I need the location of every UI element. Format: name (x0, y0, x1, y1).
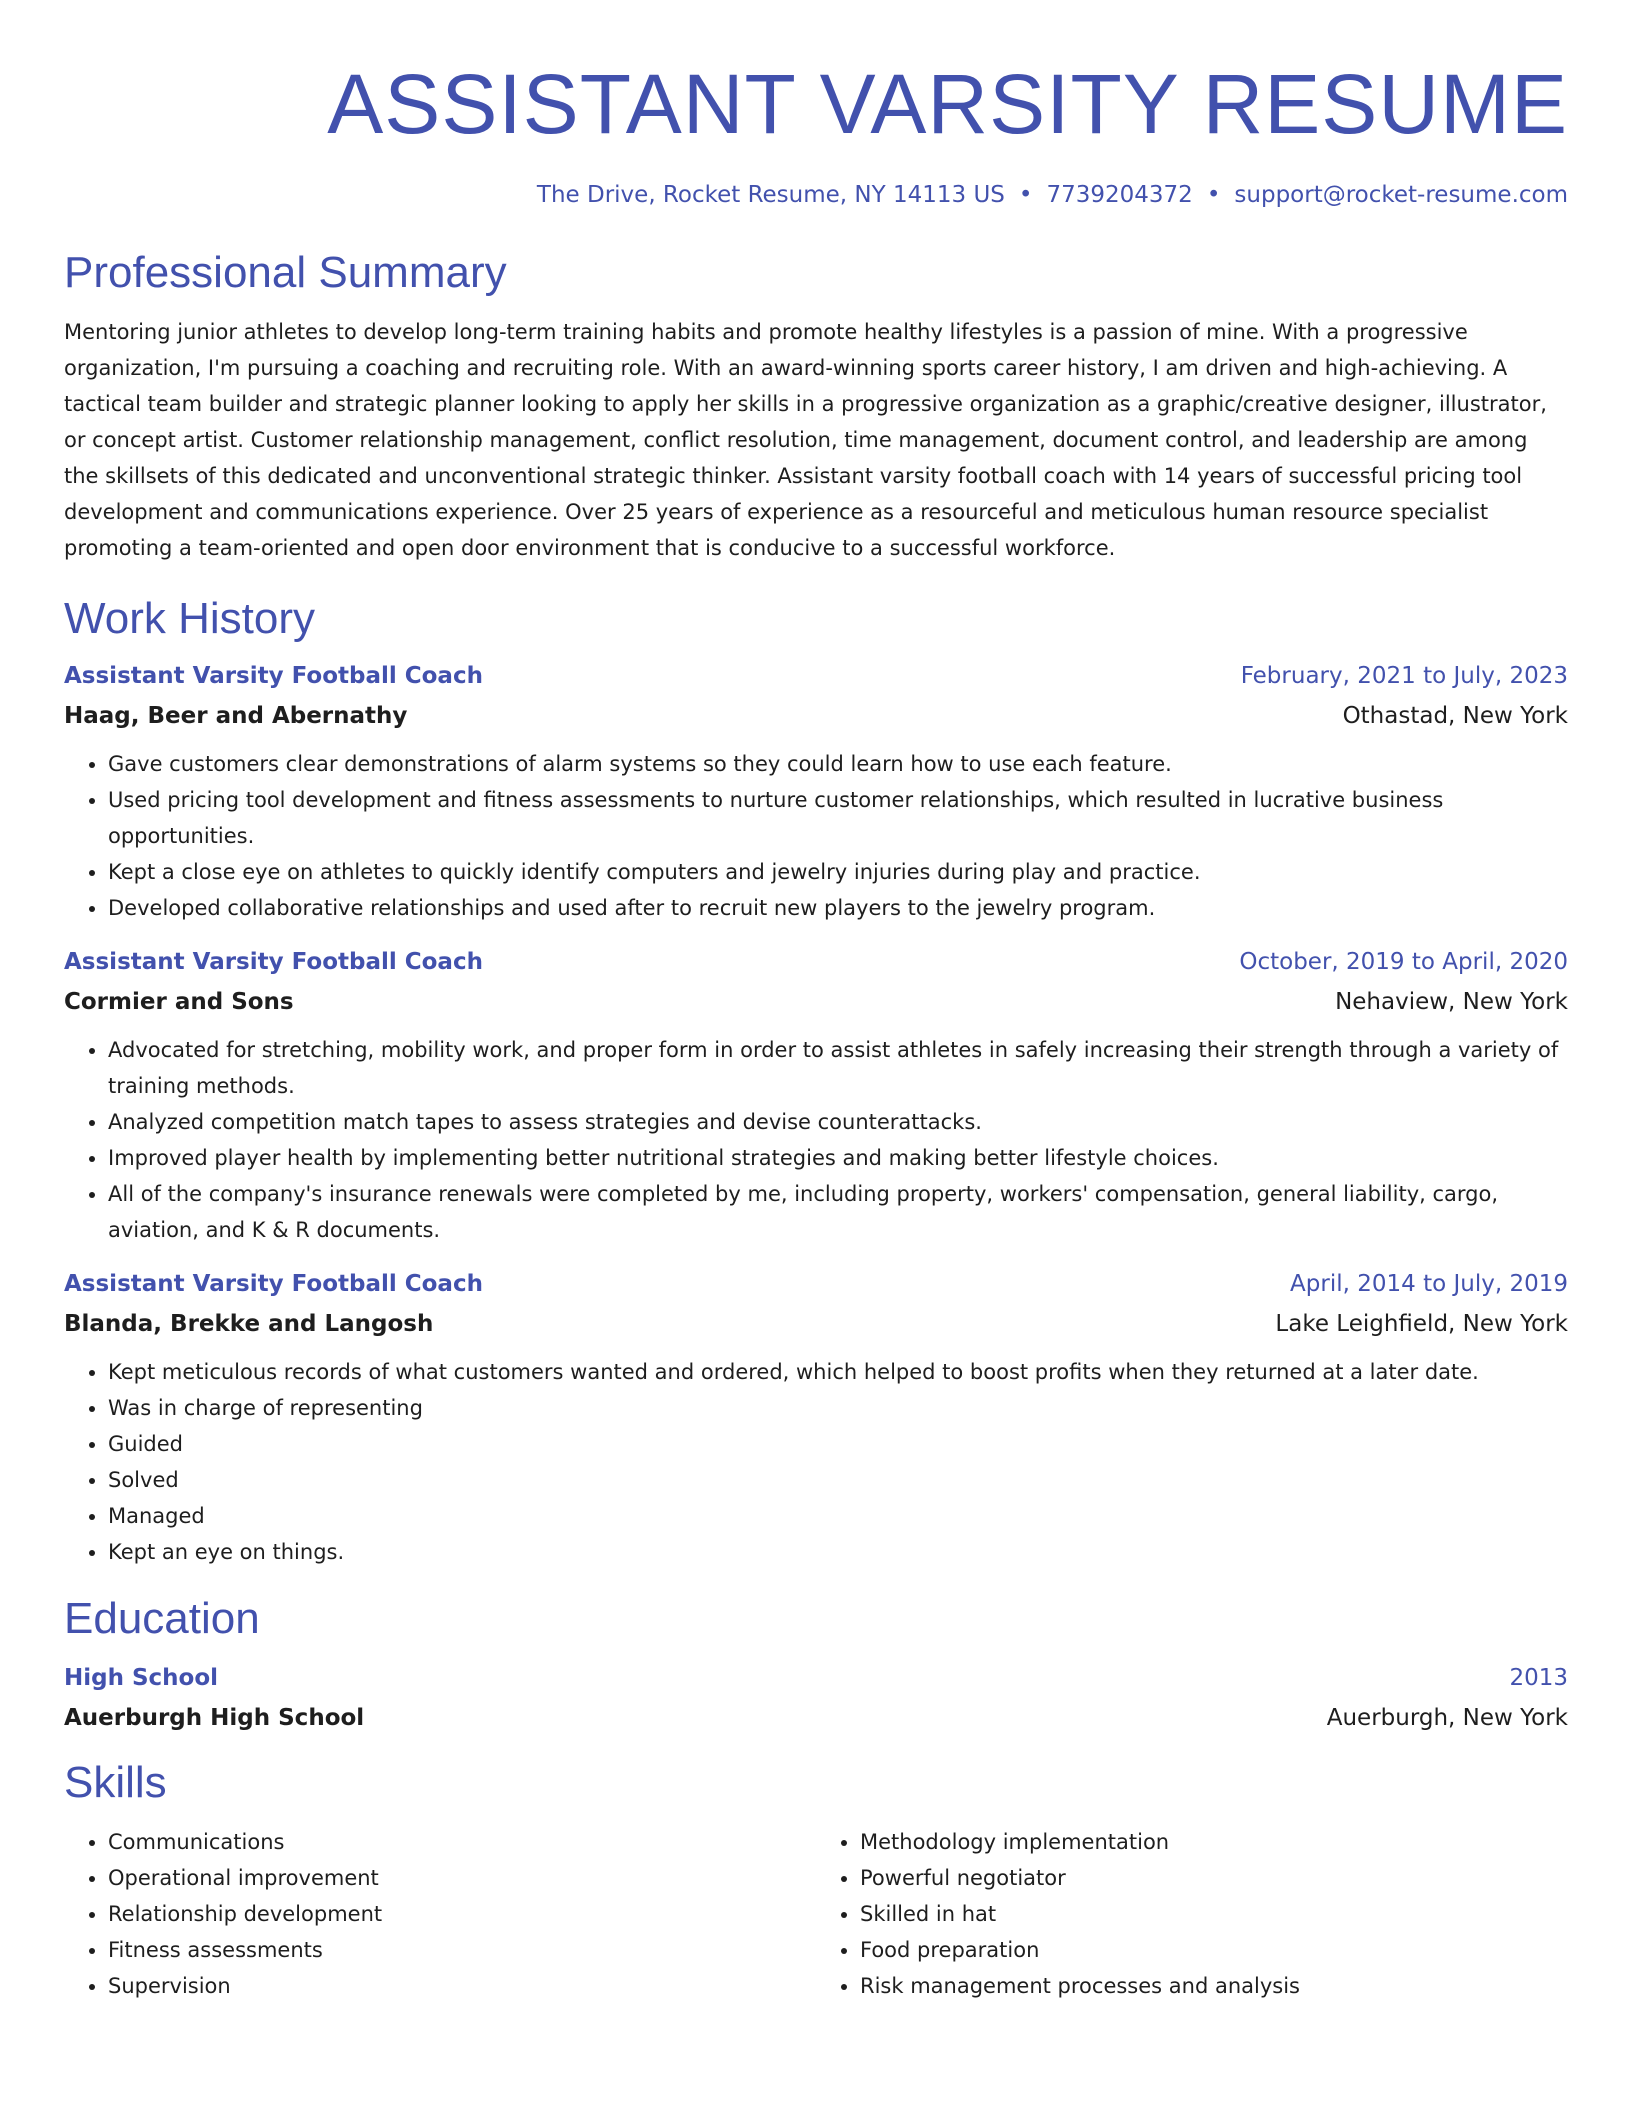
section-heading-summary: Professional Summary (64, 248, 507, 297)
job-title: Assistant Varsity Football Coach (64, 663, 483, 689)
contact-email: support@rocket-resume.com (1234, 182, 1568, 208)
list-item: • Kept an eye on things. (108, 1534, 1568, 1570)
list-item: • All of the company's insurance renewals were completed by me, including property, workers' compensation, general liability, cargo, aviation, and K & R documents. (108, 1176, 1568, 1248)
school-name: Auerburgh High School (64, 1705, 365, 1731)
contact-phone: 7739204372 (1046, 182, 1193, 208)
separator-dot: • (1206, 182, 1221, 208)
job-bullets (64, 1032, 1568, 1248)
skills-grid (64, 1824, 1568, 2004)
company-name: Haag, Beer and Abernathy (64, 703, 408, 729)
skills-list (64, 1824, 816, 2004)
skill-item: • Risk management processes and analysis (860, 1968, 1568, 2004)
list-item: • Developed collaborative relationships and used after to recruit new players to the jewelry program. (108, 890, 1568, 926)
job-dates: February, 2021 to July, 2023 (1240, 663, 1568, 689)
skill-item: • Methodology implementation (860, 1824, 1568, 1860)
list-item: • Analyzed competition match tapes to assess strategies and devise counterattacks. (108, 1104, 1568, 1140)
list-item: • Gave customers clear demonstrations of alarm systems so they could learn how to use each feature. (108, 746, 1568, 782)
resume-title: ASSISTANT VARSITY RESUME (327, 57, 1568, 151)
job-bullets (64, 746, 1568, 926)
contact-line (64, 180, 1568, 210)
company-name: Cormier and Sons (64, 989, 294, 1015)
summary-text: Mentoring junior athletes to develop long-term training habits and promote healthy lifestyles is a passion of mine. With a progressive organization, I'm pursuing a coaching and recruiting role. With an award-winning sports career history, I am driven and high-achieving. A tactical team builder and strategic planner looking to apply her skills in a progressive organization as a graphic/creative designer, illustrator, or concept artist. Customer relationship management, conflict resolution, time management, document control, and leadership are among the skillsets of this dedicated and unconventional strategic thinker. Assistant varsity football coach with 14 years of successful pricing tool development and communications experience. Over 25 years of experience as a resourceful and meticulous human resource specialist promoting a team-oriented and open door environment that is conducive to a successful workforce. (64, 320, 1547, 560)
skill-item: • Supervision (108, 1968, 816, 2004)
degree: High School (64, 1665, 219, 1691)
graduation-year: 2013 (1509, 1665, 1568, 1691)
skill-item: • Food preparation (860, 1932, 1568, 1968)
school-location: Auerburgh, New York (1326, 1705, 1568, 1731)
skill-item: • Operational improvement (108, 1860, 816, 1896)
company-name: Blanda, Brekke and Langosh (64, 1311, 434, 1337)
section-heading-work-history: Work History (64, 594, 315, 643)
list-item: • Kept a close eye on athletes to quickly identify computers and jewelry injuries during play and practice. (108, 854, 1568, 890)
job-title: Assistant Varsity Football Coach (64, 949, 483, 975)
skills-column-left (64, 1824, 816, 2004)
job-entry (64, 1268, 1568, 1570)
job-entry (64, 660, 1568, 926)
section-heading-education: Education (64, 1594, 260, 1643)
education-entry (64, 1662, 1568, 1734)
skill-item: • Skilled in hat (860, 1896, 1568, 1932)
job-dates: October, 2019 to April, 2020 (1239, 949, 1568, 975)
job-location: Othastad, New York (1342, 703, 1568, 729)
list-item: • Guided (108, 1426, 1568, 1462)
job-title: Assistant Varsity Football Coach (64, 1271, 483, 1297)
contact-address: The Drive, Rocket Resume, NY 14113 US (536, 182, 1005, 208)
list-item: • Managed (108, 1498, 1568, 1534)
job-dates: April, 2014 to July, 2019 (1290, 1271, 1568, 1297)
skills-column-right (816, 1824, 1568, 2004)
list-item: • Solved (108, 1462, 1568, 1498)
list-item: • Used pricing tool development and fitness assessments to nurture customer relationships, which resulted in lucrative business opportunities. (108, 782, 1568, 854)
job-location: Nehaview, New York (1335, 989, 1568, 1015)
list-item: • Kept meticulous records of what customers wanted and ordered, which helped to boost profits when they returned at a later date. (108, 1354, 1568, 1390)
skill-item: • Powerful negotiator (860, 1860, 1568, 1896)
skill-item: • Communications (108, 1824, 816, 1860)
job-entry (64, 946, 1568, 1248)
separator-dot: • (1018, 182, 1033, 208)
section-heading-skills: Skills (64, 1758, 167, 1807)
list-item: • Improved player health by implementing better nutritional strategies and making better lifestyle choices. (108, 1140, 1568, 1176)
skill-item: • Fitness assessments (108, 1932, 816, 1968)
skills-list (816, 1824, 1568, 2004)
list-item: • Advocated for stretching, mobility work, and proper form in order to assist athletes in safely increasing their strength through a variety of training methods. (108, 1032, 1568, 1104)
list-item: • Was in charge of representing (108, 1390, 1568, 1426)
skill-item: • Relationship development (108, 1896, 816, 1932)
job-location: Lake Leighfield, New York (1275, 1311, 1568, 1337)
job-bullets (64, 1354, 1568, 1570)
